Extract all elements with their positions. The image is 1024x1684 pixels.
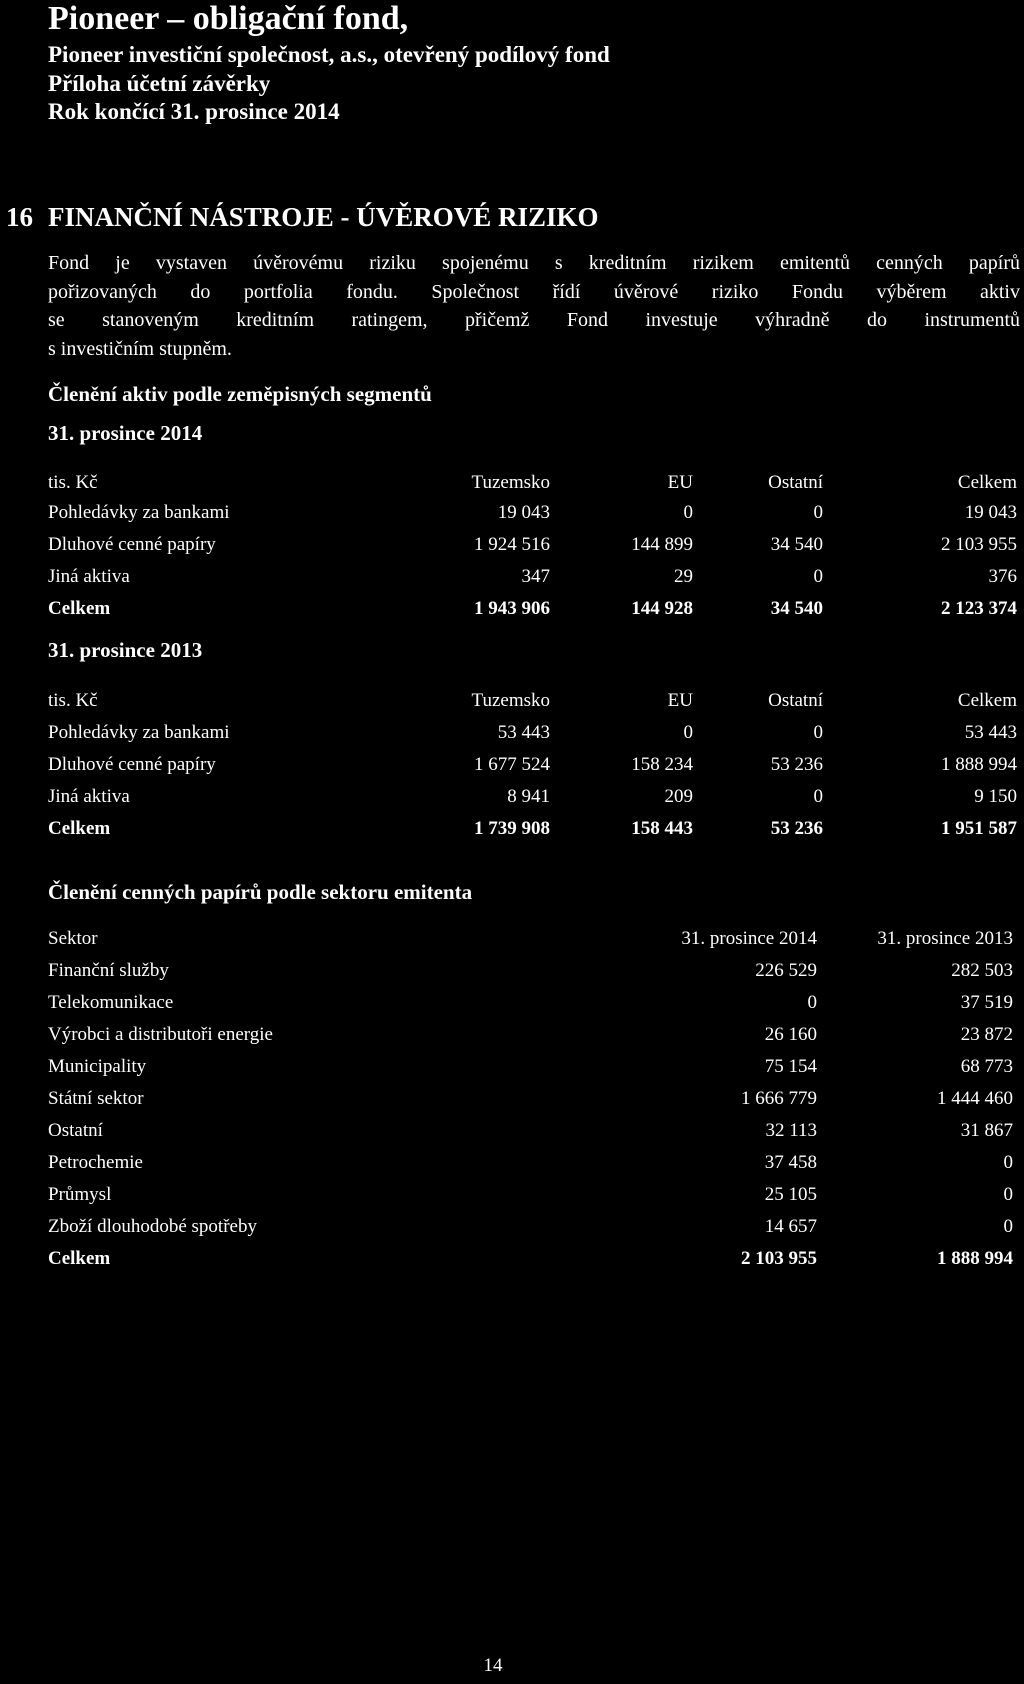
header-2014: 31. prosince 2014	[681, 928, 817, 949]
cell: 14 657	[764, 1216, 817, 1237]
cell: 2 103 955	[941, 534, 1017, 555]
cell: 29	[674, 566, 693, 587]
cell: 226 529	[755, 960, 817, 981]
cell: 0	[683, 502, 693, 523]
report-line: Příloha účetní závěrky	[48, 71, 271, 96]
row-label: Jiná aktiva	[48, 786, 130, 807]
cell: 37 458	[764, 1152, 817, 1173]
cell: 8 941	[507, 786, 550, 807]
cell: 158 443	[631, 818, 693, 839]
cell: 1 888 994	[937, 1248, 1013, 1269]
cell: 37 519	[960, 992, 1013, 1013]
cell: 53 443	[497, 722, 550, 743]
row-label: Municipality	[48, 1056, 147, 1077]
cell: 1 924 516	[474, 534, 550, 555]
cell: 1 677 524	[474, 754, 550, 775]
header-total: Celkem	[957, 690, 1017, 711]
row-label: Průmysl	[48, 1184, 112, 1205]
header-domestic: Tuzemsko	[471, 472, 550, 493]
sector-heading: Členění cenných papírů podle sektoru emitenta	[48, 880, 473, 904]
cell: 282 503	[951, 960, 1013, 981]
row-label: Petrochemie	[48, 1152, 143, 1173]
header-eu: EU	[667, 690, 693, 711]
header-total: Celkem	[957, 472, 1017, 493]
cell: 19 043	[497, 502, 550, 523]
cell: 32 113	[765, 1120, 817, 1141]
table-2014-date: 31. prosince 2014	[48, 421, 203, 445]
row-label: Státní sektor	[48, 1088, 144, 1109]
cell: 2 103 955	[741, 1248, 817, 1269]
row-label: Dluhové cenné papíry	[48, 534, 216, 555]
cell: 34 540	[770, 598, 823, 619]
cell: 2 123 374	[941, 598, 1017, 619]
header-unit: tis. Kč	[48, 690, 98, 711]
header-eu: EU	[667, 472, 693, 493]
page-number: 14	[483, 1655, 503, 1676]
cell: 0	[683, 722, 693, 743]
cell: 1 444 460	[937, 1088, 1013, 1109]
cell: 0	[1003, 1216, 1013, 1237]
cell: 1 666 779	[741, 1088, 817, 1109]
cell: 209	[664, 786, 693, 807]
row-label: Výrobci a distributoři energie	[48, 1024, 273, 1045]
cell: 0	[1003, 1184, 1013, 1205]
cell: 0	[813, 722, 823, 743]
cell: 23 872	[960, 1024, 1013, 1045]
row-label: Ostatní	[48, 1120, 103, 1141]
cell: 1 739 908	[474, 818, 550, 839]
row-label: Telekomunikace	[48, 992, 174, 1013]
cell: 25 105	[764, 1184, 817, 1205]
cell: 53 443	[964, 722, 1017, 743]
row-label: Zboží dlouhodobé spotřeby	[48, 1216, 257, 1237]
paragraph-line-1: Fond je vystaven úvěrovému riziku spojenému s kreditním rizikem emitentů cenných papírů	[48, 252, 1020, 274]
header-domestic: Tuzemsko	[471, 690, 550, 711]
header-unit: tis. Kč	[48, 472, 98, 493]
cell: 158 234	[631, 754, 693, 775]
header-other: Ostatní	[768, 472, 823, 493]
cell: 347	[521, 566, 550, 587]
row-label: Finanční služby	[48, 960, 169, 981]
cell: 0	[813, 566, 823, 587]
cell: 376	[988, 566, 1017, 587]
cell: 144 899	[631, 534, 693, 555]
row-label: Pohledávky za bankami	[48, 502, 230, 523]
cell: 31 867	[960, 1120, 1013, 1141]
cell: 1 888 994	[941, 754, 1017, 775]
cell: 34 540	[770, 534, 823, 555]
section-title: FINANČNÍ NÁSTROJE - ÚVĚROVÉ RIZIKO	[48, 202, 599, 232]
paragraph-line-2: pořizovaných do portfolia fondu. Společnost řídí úvěrové riziko Fondu výběrem aktiv	[48, 281, 1020, 303]
period-line: Rok končící 31. prosince 2014	[48, 99, 340, 124]
cell: 26 160	[764, 1024, 817, 1045]
section-number: 16	[6, 202, 33, 232]
geo-heading: Členění aktiv podle zeměpisných segmentů	[48, 382, 432, 406]
row-label: Jiná aktiva	[48, 566, 130, 587]
cell: 0	[813, 786, 823, 807]
cell: 1 943 906	[474, 598, 550, 619]
cell: 0	[813, 502, 823, 523]
company-line: Pioneer investiční společnost, a.s., otevřený podílový fond	[48, 42, 610, 67]
cell: 75 154	[764, 1056, 817, 1077]
row-label: Celkem	[48, 818, 111, 839]
cell: 144 928	[631, 598, 693, 619]
cell: 0	[1003, 1152, 1013, 1173]
row-label: Dluhové cenné papíry	[48, 754, 216, 775]
header-2013: 31. prosince 2013	[877, 928, 1013, 949]
cell: 53 236	[770, 754, 823, 775]
header-sector: Sektor	[48, 928, 98, 949]
cell: 0	[807, 992, 817, 1013]
cell: 53 236	[770, 818, 823, 839]
row-label: Pohledávky za bankami	[48, 722, 230, 743]
paragraph-line-4: s investičním stupněm.	[48, 338, 232, 360]
cell: 1 951 587	[941, 818, 1017, 839]
row-label: Celkem	[48, 598, 111, 619]
row-label: Celkem	[48, 1248, 111, 1269]
table-2013-date: 31. prosince 2013	[48, 638, 203, 662]
cell: 9 150	[974, 786, 1017, 807]
fund-title: Pioneer – obligační fond,	[48, 0, 409, 37]
header-other: Ostatní	[768, 690, 823, 711]
cell: 19 043	[964, 502, 1017, 523]
cell: 68 773	[960, 1056, 1013, 1077]
paragraph-line-3: se stanoveným kreditním ratingem, přičemž Fond investuje výhradně do instrumentů	[48, 309, 1020, 331]
